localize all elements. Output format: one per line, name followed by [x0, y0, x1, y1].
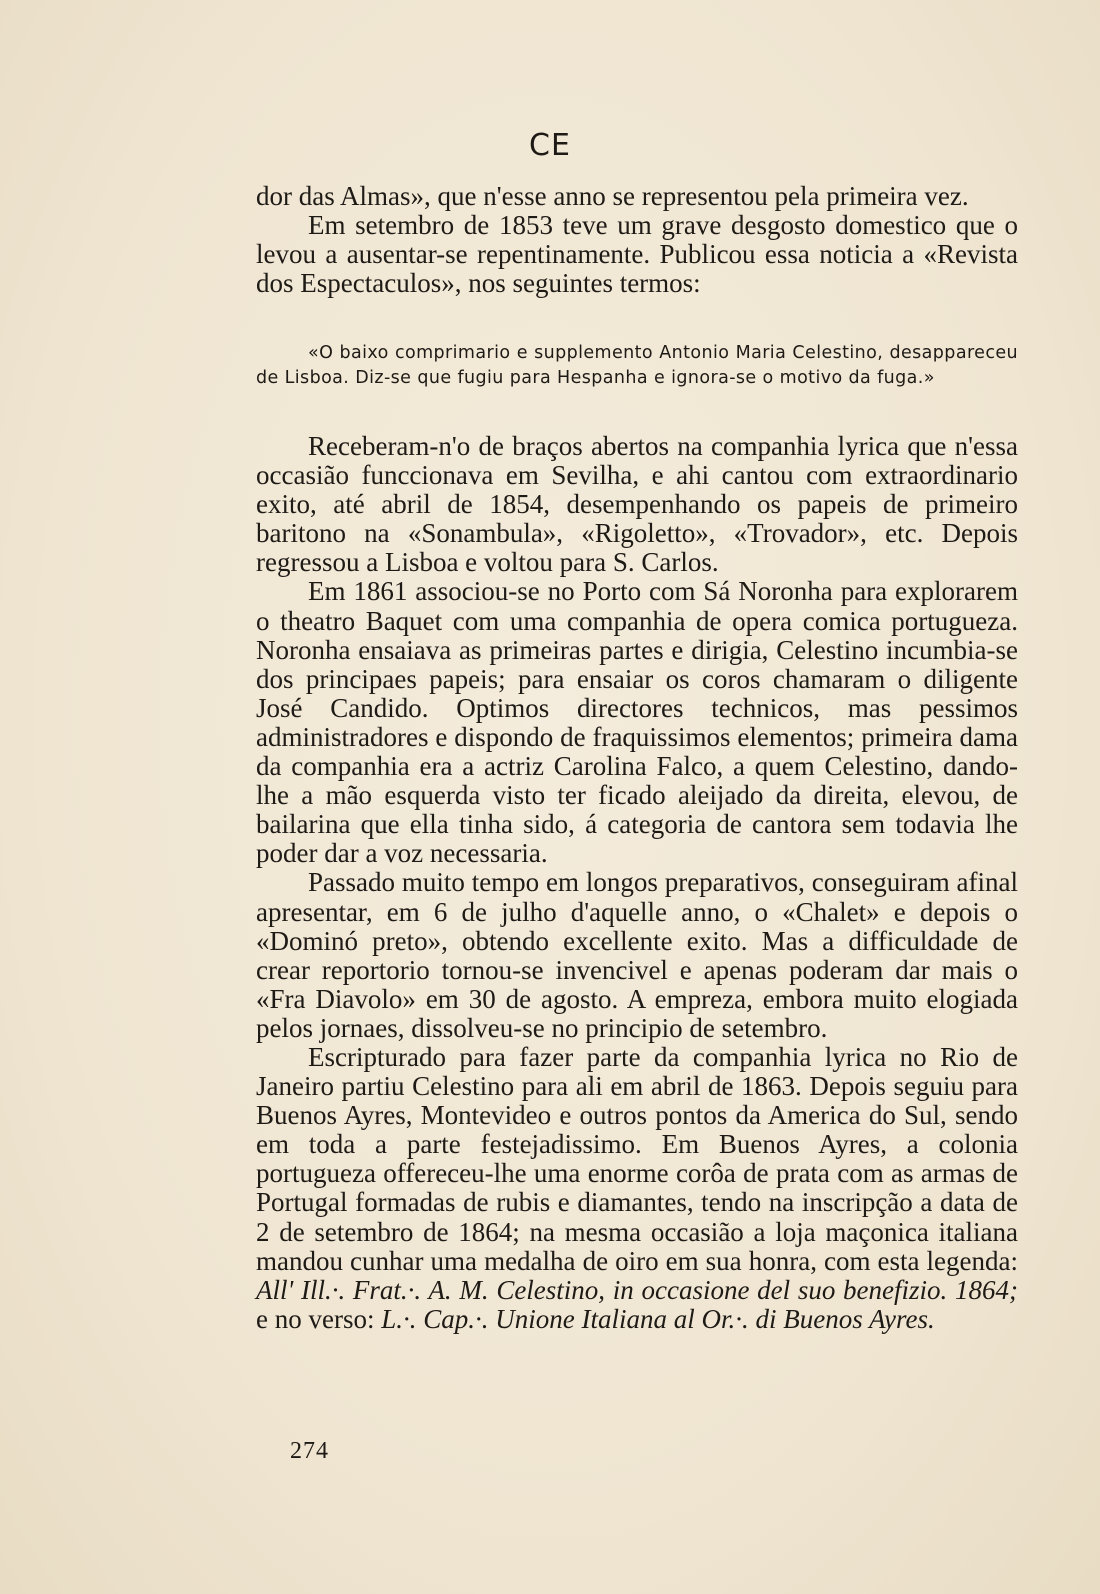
text-block-opening	[256, 182, 1018, 298]
paragraph-1861: Em 1861 associou-se no Porto com Sá Noronha para explorarem o theatro Baquet com uma companhia de opera comica portugueza. Noronha ensaiava as primeiras partes e dirigia, Celestino incumbia-se dos principaes papeis; para ensaiar os coros chamaram o diligente José Candido. Optimos directores technicos, mas pessimos administradores e dispondo de fraquissimos elementos; primeira dama da companhia era a actriz Carolina Falco, a quem Celestino, dando-lhe a mão esquerda visto ter ficado aleijado da direita, elevou, de bailarina que ella tinha sido, á categoria de cantora sem todavia lhe poder dar a voz necessaria.	[256, 576, 1018, 869]
running-head: CE	[529, 128, 571, 163]
medal-legend-front: All' Ill.·. Frat.·. A. M. Celestino, in occasione del suo benefizio. 1864;	[256, 1274, 1018, 1305]
paragraph-escripturado	[256, 1043, 1018, 1334]
medal-legend-connector: e no verso:	[256, 1303, 375, 1334]
paragraph-continuation: dor das Almas», que n'esse anno se representou pela primeira vez.	[256, 181, 969, 211]
page-number: 274	[290, 1438, 329, 1464]
medal-legend-reverse: L.·. Cap.·. Unione Italiana al Or.·. di Buenos Ayres.	[381, 1303, 935, 1334]
text-block-main	[256, 432, 1018, 1334]
paragraph-setembro-1853: Em setembro de 1853 teve um grave desgosto domestico que o levou a ausentar-se repentinamente. Publicou essa noticia a «Revista dos Espectaculos», nos seguintes termos:	[256, 210, 1018, 299]
escripturado-text: Escripturado para fazer parte da companhia lyrica no Rio de Janeiro partiu Celestino para ali em abril de 1863. Depois seguiu para Buenos Ayres, Montevideo e outros pontos da America do Sul, sendo em toda a parte festejadissimo. Em Buenos Ayres, a colonia portugueza offereceu-lhe uma enorme corôa de prata com as armas de Portugal formadas de rubis e diamantes, tendo na inscripção a data de 2 de setembro de 1864; na mesma occasião a loja maçonica italiana mandou cunhar uma medalha de oiro em sua honra, com esta legenda:	[256, 1041, 1018, 1276]
paragraph-receberam: Receberam-n'o de braços abertos na companhia lyrica que n'essa occasião funccionava em Sevilha, e ahi cantou com extraordinario exito, até abril de 1854, desempenhando os papeis de primeiro baritono na «Sonambula», «Rigoletto», «Trovador», etc. Depois regressou a Lisboa e voltou para S. Carlos.	[256, 431, 1018, 578]
quote-revista-dos-espectaculos: «O baixo comprimario e supplemento Antonio Maria Celestino, desappareceu de Lisboa. Diz-se que fugiu para Hespanha e ignora-se o motivo da fuga.»	[256, 343, 1018, 388]
quoted-notice	[256, 341, 1018, 391]
paragraph-passado: Passado muito tempo em longos preparativos, conseguiram afinal apresentar, em 6 de julho d'aquelle anno, o «Chalet» e depois o «Dominó preto», obtendo excellente exito. Mas a difficuldade de crear reportorio tornou-se invencivel e apenas poderam dar mais o «Fra Diavolo» em 30 de agosto. A empreza, embora muito elogiada pelos jornaes, dissolveu-se no principio de setembro.	[256, 867, 1018, 1043]
